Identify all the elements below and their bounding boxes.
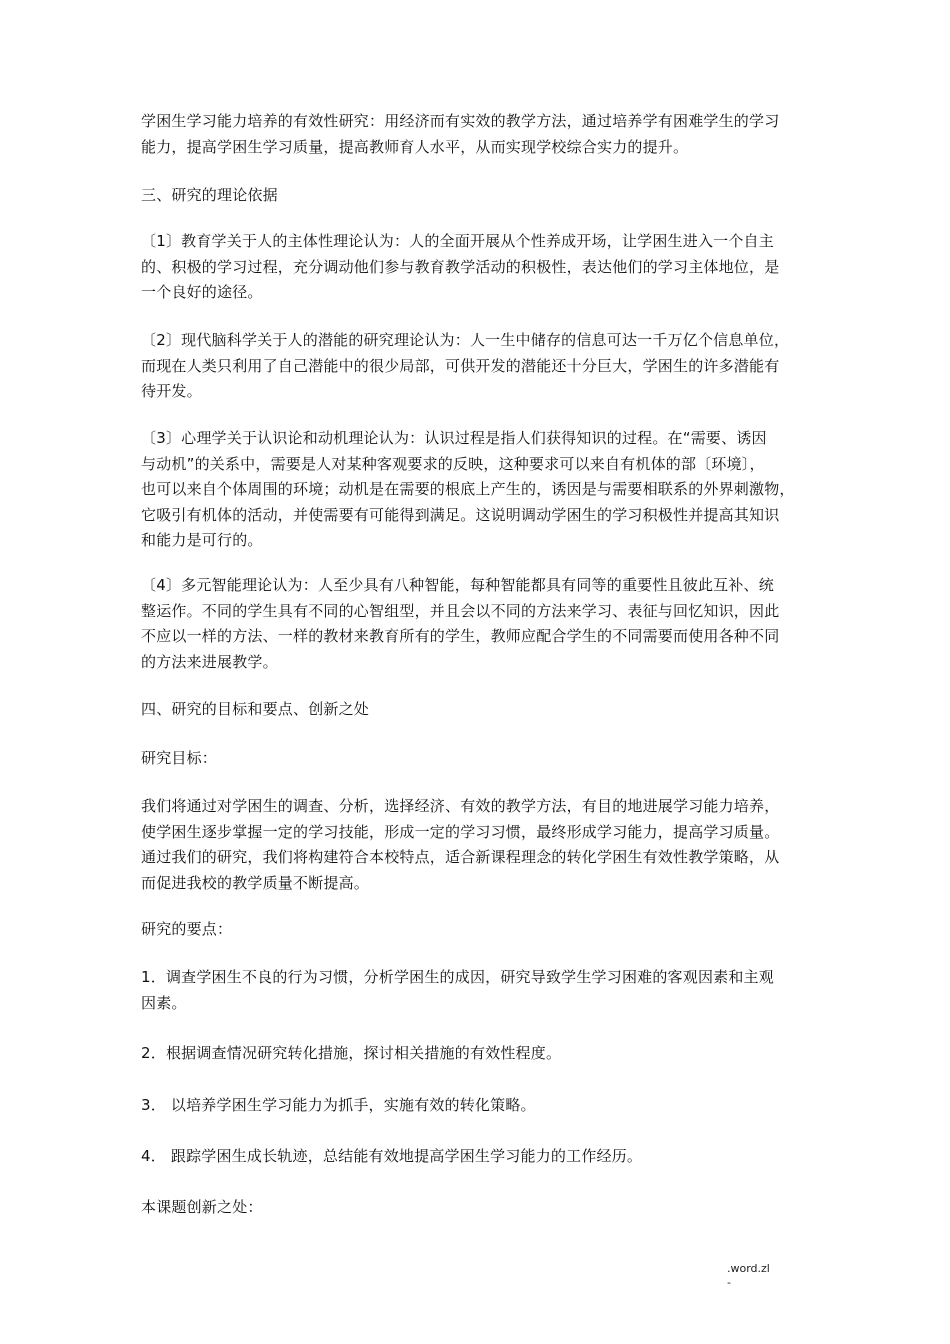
theory-item-2: 〔2〕现代脑科学关于人的潜能的研究理论认为：人一生中储存的信息可达一千万亿个信息单位， 而现在人类只利用了自己潜能中的很少局部，可供开发的潜能还十分巨大，学困生的许多潜能有 待开发。 bbox=[141, 331, 790, 400]
theory-item-1: 〔1〕教育学关于人的主体性理论认为：人的全面开展从个性养成开场，让学困生进入一个自主 的、积极的学习过程，充分调动他们参与教育教学活动的积极性，表达他们的学习主体地位，是 一个良好的途径。 bbox=[141, 232, 780, 301]
section-heading-goals: 四、研究的目标和要点、创新之处 bbox=[141, 700, 370, 718]
theory-item-3: 〔3〕心理学关于认识论和动机理论认为：认识过程是指人们获得知识的过程。在“需要、诱因 与动机”的关系中，需要是人对某种客观要求的反映，这种要求可以来自有机体的部〔环境〕， 也可以来自个体周围的环境；动机是在需要的根底上产生的，诱因是与需要相联系的外界刺激物， 它吸引有机体的活动，并使需要有可能得到满足。这说明调动学困生的学习积极性并提高其知识 和能力是可行的。 bbox=[141, 429, 795, 549]
key-point-2: 2．根据调查情况研究转化措施，探讨相关措施的有效性程度。 bbox=[141, 1044, 562, 1062]
page-footer bbox=[727, 1262, 770, 1290]
key-point-4: 4． 跟踪学困生成长轨迹，总结能有效地提高学困生学习能力的工作经历。 bbox=[141, 1147, 643, 1165]
section-heading-theory: 三、研究的理论依据 bbox=[141, 186, 278, 204]
goals-paragraph: 我们将通过对学困生的调查、分析，选择经济、有效的教学方法，有目的地进展学习能力培养， 使学困生逐步掌握一定的学习技能，形成一定的学习习惯，最终形成学习能力，提高学习质量。 通过我们的研究，我们将构建符合本校特点，适合新课程理念的转化学困生有效性教学策略，从 而促进我校的教学质量不断提高。 bbox=[141, 797, 780, 892]
theory-item-4: 〔4〕多元智能理论认为：人至少具有八种智能，每种智能都具有同等的重要性且彼此互补、统 整运作。不同的学生具有不同的心智组型，并且会以不同的方法来学习、表征与回忆知识，因此 不应以一样的方法、一样的教材来教育所有的学生，教师应配合学生的不同需要而使用各种不同 的方法来进展教学。 bbox=[141, 576, 780, 671]
footer-dash: - bbox=[727, 1276, 731, 1289]
footer-site: .word.zl bbox=[727, 1262, 770, 1275]
innovation-label: 本课题创新之处： bbox=[141, 1198, 263, 1216]
key-point-1: 1．调查学困生不良的行为习惯，分析学困生的成因，研究导致学生学习困难的客观因素和主观 因素。 bbox=[141, 968, 774, 1012]
key-point-3: 3． 以培养学困生学习能力为抓手，实施有效的转化策略。 bbox=[141, 1096, 536, 1114]
key-points-label: 研究的要点： bbox=[141, 920, 233, 938]
goals-label: 研究目标： bbox=[141, 749, 218, 767]
intro-paragraph: 学困生学习能力培养的有效性研究：用经济而有实效的教学方法，通过培养学有困难学生的学习 能力，提高学困生学习质量，提高教师育人水平，从而实现学校综合实力的提升。 bbox=[141, 112, 780, 156]
